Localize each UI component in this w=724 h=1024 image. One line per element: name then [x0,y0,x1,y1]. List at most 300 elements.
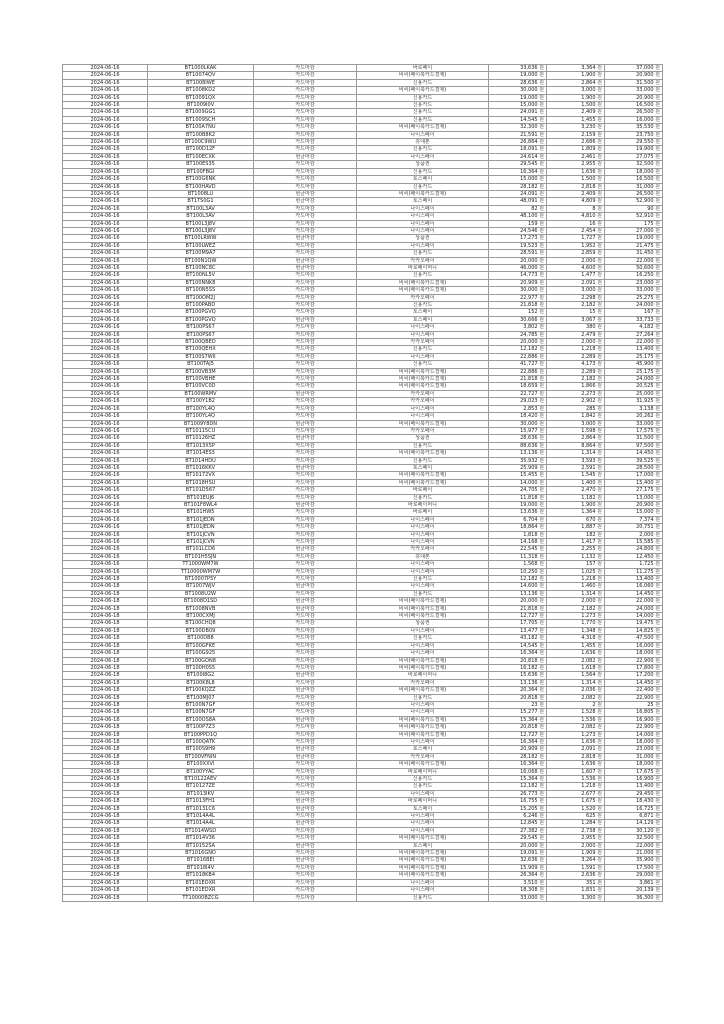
total-amount-cell [605,361,663,368]
amount-value: 1,727 [581,235,596,242]
currency-unit: 원 [539,590,544,597]
closing-type-cell: 카드마감 [254,361,357,368]
vat-cell [547,346,605,353]
closing-type-cell: 카드마감 [254,635,357,642]
currency-unit: 원 [655,605,660,612]
currency-unit: 원 [655,709,660,716]
total-amount-cell [605,383,663,390]
amount-value: 13,400 [636,576,654,583]
amount-value: 12,182 [520,346,538,353]
currency-unit: 원 [655,457,660,464]
payment-method-cell: 나이스페이 [357,568,489,575]
closing-type-cell: 현금마감 [254,546,357,553]
amount-value: 18,864 [520,524,538,531]
transaction-id-cell: BT1008LU [148,190,254,197]
date-cell: 2024-06-18 [63,761,148,768]
date-cell: 2024-06-18 [63,872,148,879]
amount-value: 13,636 [520,509,538,516]
amount-value: 2,182 [581,605,596,612]
amount-value: 2,000 [581,598,596,605]
currency-unit: 원 [655,250,660,257]
closing-type-cell: 카드마감 [254,331,357,338]
currency-unit: 원 [539,805,544,812]
date-cell: 2024-06-18 [63,650,148,657]
vat-cell [547,220,605,227]
date-cell: 2024-06-18 [63,701,148,708]
amount-value: 285 [586,405,596,412]
amount-value: 1,900 [581,94,596,101]
total-amount-cell [605,850,663,857]
payment-method-cell: 비씨(페이북카드결제) [357,687,489,694]
payment-method-cell: 나이스페이 [357,642,489,649]
amount-value: 1,477 [581,272,596,279]
currency-unit: 원 [597,161,602,168]
transaction-id-cell: BT101EDXR [148,887,254,894]
total-amount-cell [605,294,663,301]
vat-cell [547,65,605,72]
closing-type-cell: 카드마감 [254,776,357,783]
currency-unit: 원 [655,94,660,101]
vat-cell [547,390,605,397]
transaction-id-cell: BT100L3AV [148,205,254,212]
total-amount-cell [605,687,663,694]
currency-unit: 원 [539,405,544,412]
transaction-id-cell: BT10127ZE [148,783,254,790]
currency-unit: 원 [597,205,602,212]
amount-value: 22,000 [636,257,654,264]
date-cell: 2024-06-18 [63,605,148,612]
amount-value: 2,000 [581,257,596,264]
closing-type-cell: 현금마감 [254,435,357,442]
amount-value: 19,000 [636,235,654,242]
date-cell: 2024-06-16 [63,346,148,353]
total-amount-cell [605,701,663,708]
table-row [63,331,663,338]
payment-method-cell: 나이스페이 [357,879,489,886]
vat-cell [547,783,605,790]
transaction-id-cell: BT100P7Z3 [148,724,254,731]
vat-cell [547,361,605,368]
supply-amount-cell [489,390,547,397]
date-cell: 2024-06-16 [63,420,148,427]
amount-value: 27,264 [636,331,654,338]
currency-unit: 원 [539,576,544,583]
amount-value: 1,417 [581,539,596,545]
total-amount-cell [605,242,663,249]
vat-cell [547,205,605,212]
currency-unit: 원 [597,657,602,664]
currency-unit: 원 [597,390,602,397]
total-amount-cell [605,472,663,479]
amount-value: 2,864 [581,435,596,442]
date-cell: 2024-06-16 [63,442,148,449]
total-amount-cell [605,198,663,205]
closing-type-cell: 카드마감 [254,613,357,620]
currency-unit: 원 [655,642,660,649]
currency-unit: 원 [539,420,544,427]
supply-amount-cell [489,124,547,131]
supply-amount-cell [489,627,547,634]
supply-amount-cell [489,102,547,109]
amount-value: 3,300 [581,894,596,901]
date-cell: 2024-06-16 [63,161,148,168]
date-cell: 2024-06-16 [63,450,148,457]
table-row [63,805,663,812]
currency-unit: 원 [655,146,660,153]
currency-unit: 원 [655,724,660,731]
payment-method-cell: 신용카드 [357,590,489,597]
transaction-id-cell: BT100B8K2 [148,131,254,138]
vat-cell [547,213,605,220]
date-cell: 2024-06-16 [63,94,148,101]
currency-unit: 원 [655,383,660,390]
supply-amount-cell [489,139,547,146]
transaction-id-cell: BT1014ES3 [148,450,254,457]
table-row [63,346,663,353]
total-amount-cell [605,664,663,671]
currency-unit: 원 [539,731,544,738]
supply-amount-cell [489,146,547,153]
vat-cell [547,235,605,242]
transaction-id-cell: BT100I8G2 [148,672,254,679]
amount-value: 26,864 [520,139,538,146]
currency-unit: 원 [597,279,602,286]
currency-unit: 원 [539,539,544,545]
amount-value: 1,591 [581,864,596,871]
date-cell: 2024-06-18 [63,598,148,605]
transaction-id-cell: TT10000BZCG [148,894,254,901]
table-row [63,738,663,745]
amount-value: 22,727 [520,390,538,397]
currency-unit: 원 [597,738,602,745]
currency-unit: 원 [597,353,602,360]
supply-amount-cell [489,161,547,168]
vat-cell [547,116,605,123]
amount-value: 21,818 [520,302,538,308]
date-cell: 2024-06-18 [63,724,148,731]
amount-value: 2,479 [581,331,596,338]
closing-type-cell: 카드마감 [254,887,357,894]
table-row [63,361,663,368]
supply-amount-cell [489,546,547,553]
amount-value: 16,364 [520,738,538,745]
total-amount-cell [605,887,663,894]
amount-value: 15,977 [520,427,538,434]
date-cell: 2024-06-18 [63,894,148,901]
total-amount-cell [605,309,663,316]
date-cell: 2024-06-16 [63,131,148,138]
currency-unit: 원 [539,820,544,827]
amount-value: 16,060 [636,583,654,590]
currency-unit: 원 [655,620,660,627]
amount-value: 2,677 [581,790,596,797]
currency-unit: 원 [597,753,602,760]
total-amount-cell [605,420,663,427]
table-row [63,479,663,486]
amount-value: 88,636 [520,442,538,449]
supply-amount-cell [489,820,547,827]
amount-value: 1,636 [581,168,596,175]
payment-method-cell: 토스페이 [357,746,489,753]
vat-cell [547,768,605,775]
transaction-id-cell: BT1014A4L [148,820,254,827]
amount-value: 32,500 [636,161,654,168]
supply-amount-cell [489,413,547,420]
date-cell: 2024-06-18 [63,731,148,738]
vat-cell [547,176,605,183]
payment-method-cell: 신용카드 [357,102,489,109]
transaction-id-cell: BT100GON8 [148,657,254,664]
amount-value: 4,318 [581,635,596,642]
currency-unit: 원 [655,279,660,286]
date-cell: 2024-06-18 [63,783,148,790]
date-cell: 2024-06-16 [63,124,148,131]
table-row [63,294,663,301]
amount-value: 2,298 [581,294,596,301]
supply-amount-cell [489,264,547,271]
payment-method-cell: 카카오페이 [357,257,489,264]
transaction-id-cell: BT1009GG1 [148,109,254,116]
payment-method-cell: 나이스페이 [357,701,489,708]
total-amount-cell [605,827,663,834]
currency-unit: 원 [597,887,602,894]
closing-type-cell: 현금마감 [254,716,357,723]
table-row [63,687,663,694]
currency-unit: 원 [597,664,602,671]
payment-method-cell: 비씨(페이북카드결제) [357,479,489,486]
transaction-id-cell: BT100OS8A [148,716,254,723]
currency-unit: 원 [597,842,602,849]
total-amount-cell [605,820,663,827]
closing-type-cell: 카드마감 [254,176,357,183]
currency-unit: 원 [655,331,660,338]
table-row [63,227,663,234]
payment-method-cell: 휴대폰 [357,553,489,560]
closing-type-cell: 카드마감 [254,442,357,449]
currency-unit: 원 [539,790,544,797]
payment-method-cell: 신용카드 [357,183,489,190]
currency-unit: 원 [539,753,544,760]
amount-value: 21,000 [636,850,654,857]
closing-type-cell: 카드마감 [254,302,357,309]
currency-unit: 원 [655,776,660,782]
vat-cell [547,820,605,827]
supply-amount-cell [489,87,547,94]
supply-amount-cell [489,768,547,775]
currency-unit: 원 [539,598,544,605]
currency-unit: 원 [597,835,602,842]
amount-value: 31,450 [636,250,654,257]
currency-unit: 원 [655,627,660,634]
amount-value: 15,000 [520,102,538,109]
amount-value: 22,000 [636,339,654,346]
closing-type-cell: 카드마감 [254,131,357,138]
amount-value: 1,460 [581,583,596,590]
vat-cell [547,546,605,553]
transaction-id-cell: BT100L3AV [148,213,254,220]
currency-unit: 원 [655,390,660,397]
table-row [63,153,663,160]
amount-value: 37,000 [636,65,654,71]
currency-unit: 원 [655,635,660,642]
amount-value: 22,900 [636,657,654,664]
amount-value: 2 [592,701,596,708]
payment-method-cell: 나이스페이 [357,820,489,827]
currency-unit: 원 [539,894,544,901]
amount-value: 3,230 [581,124,596,131]
amount-value: 28,591 [520,250,538,257]
amount-value: 24,800 [636,546,654,553]
amount-value: 20,818 [520,694,538,701]
date-cell: 2024-06-16 [63,516,148,523]
payment-method-cell: 비씨(페이북카드결제) [357,724,489,731]
currency-unit: 원 [655,524,660,531]
amount-value: 15,455 [520,472,538,479]
amount-value: 2,000 [581,339,596,346]
amount-value: 1,725 [639,561,654,568]
amount-value: 2,461 [581,153,596,160]
closing-type-cell: 카드마감 [254,339,357,346]
currency-unit: 원 [597,539,602,545]
supply-amount-cell [489,590,547,597]
currency-unit: 원 [539,761,544,768]
currency-unit: 원 [597,561,602,568]
amount-value: 1,536 [581,716,596,723]
amount-value: 16,900 [636,776,654,782]
currency-unit: 원 [655,235,660,242]
transaction-id-cell: BT10131C6 [148,805,254,812]
currency-unit: 원 [597,302,602,308]
date-cell: 2024-06-16 [63,553,148,560]
supply-amount-cell [489,598,547,605]
payment-method-cell: 비씨(페이북카드결제) [357,383,489,390]
table-row [63,583,663,590]
currency-unit: 원 [539,220,544,227]
table-row [63,850,663,857]
vat-cell [547,509,605,516]
payment-method-cell: 나이스페이 [357,353,489,360]
currency-unit: 원 [655,546,660,553]
total-amount-cell [605,279,663,286]
amount-value: 23,750 [636,131,654,138]
currency-unit: 원 [655,687,660,694]
closing-type-cell: 카드마감 [254,205,357,212]
currency-unit: 원 [597,250,602,257]
transaction-id-cell: BT1014A4L [148,813,254,820]
closing-type-cell: 카드마감 [254,457,357,464]
table-row [63,161,663,168]
payment-method-cell: 바로페이머니 [357,501,489,508]
payment-method-cell: 신용카드 [357,694,489,701]
amount-value: 36,300 [636,894,654,901]
transaction-id-cell: BT1007WJV [148,583,254,590]
currency-unit: 원 [597,605,602,612]
supply-amount-cell [489,701,547,708]
total-amount-cell [605,405,663,412]
amount-value: 2,470 [581,487,596,494]
transaction-id-cell: BT100G925 [148,650,254,657]
closing-type-cell: 현금마감 [254,805,357,812]
table-row [63,894,663,901]
supply-amount-cell [489,190,547,197]
amount-value: 15,364 [520,716,538,723]
supply-amount-cell [489,309,547,316]
amount-value: 1,314 [581,450,596,457]
amount-value: 24,091 [520,109,538,116]
payment-method-cell: 신용카드 [357,783,489,790]
currency-unit: 원 [539,620,544,627]
supply-amount-cell [489,405,547,412]
table-row [63,435,663,442]
transaction-id-cell: BT10007P5Y [148,576,254,583]
table-row [63,457,663,464]
closing-type-cell: 현금마감 [254,235,357,242]
amount-value: 82 [531,205,538,212]
table-row [63,168,663,175]
supply-amount-cell [489,272,547,279]
payment-method-cell: 비씨(페이북카드결제) [357,87,489,94]
payment-method-cell: 카카오페이 [357,753,489,760]
currency-unit: 원 [539,583,544,590]
currency-unit: 원 [597,316,602,323]
closing-type-cell: 카드마감 [254,102,357,109]
amount-value: 17,675 [636,768,654,775]
amount-value: 31,500 [636,79,654,86]
supply-amount-cell [489,450,547,457]
total-amount-cell [605,227,663,234]
amount-value: 22,886 [520,353,538,360]
supply-amount-cell [489,509,547,516]
currency-unit: 원 [655,679,660,686]
amount-value: 3,861 [639,879,654,886]
transaction-id-cell: BT100M9A7 [148,250,254,257]
transaction-id-cell: BT100A7NU [148,124,254,131]
vat-cell [547,598,605,605]
currency-unit: 원 [655,805,660,812]
supply-amount-cell [489,524,547,531]
amount-value: 22,900 [636,724,654,731]
table-row [63,309,663,316]
closing-type-cell: 카드마감 [254,450,357,457]
closing-type-cell: 카드마감 [254,539,357,546]
currency-unit: 원 [655,583,660,590]
currency-unit: 원 [539,161,544,168]
ledger-rows [63,65,663,902]
amount-value: 29,000 [636,872,654,879]
currency-unit: 원 [597,131,602,138]
supply-amount-cell [489,613,547,620]
payment-method-cell: 비씨(페이북카드결제) [357,716,489,723]
total-amount-cell [605,153,663,160]
currency-unit: 원 [539,768,544,775]
amount-value: 2,091 [581,279,596,286]
currency-unit: 원 [539,857,544,864]
payment-method-cell: 신용카드 [357,457,489,464]
total-amount-cell [605,531,663,538]
amount-value: 1,831 [581,887,596,894]
currency-unit: 원 [539,102,544,109]
amount-value: 1,314 [581,590,596,597]
amount-value: 1,536 [581,776,596,782]
currency-unit: 원 [655,879,660,886]
closing-type-cell: 카드마감 [254,472,357,479]
supply-amount-cell [489,242,547,249]
amount-value: 1,568 [523,561,538,568]
transaction-id-cell: BT1009SCH [148,116,254,123]
transaction-id-cell: BT1013FH1 [148,798,254,805]
table-row [63,220,663,227]
transaction-id-cell: BT100HAVD [148,183,254,190]
